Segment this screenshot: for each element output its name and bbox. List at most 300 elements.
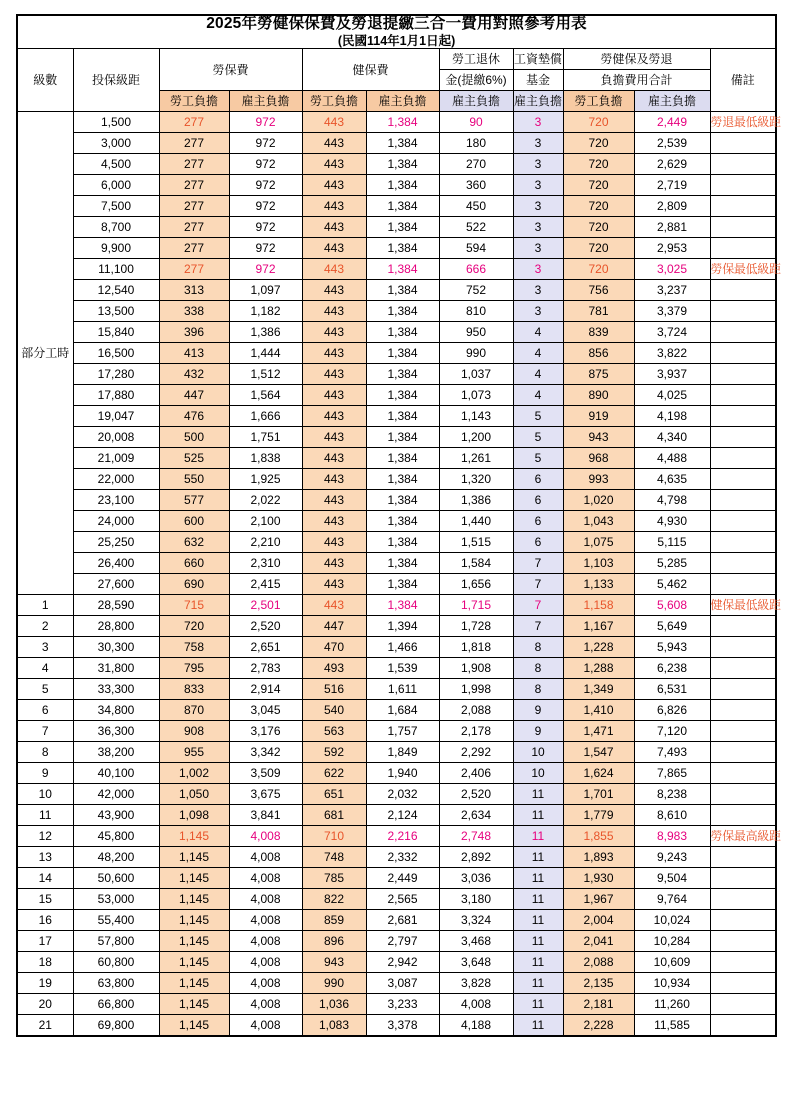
cell-wage-bracket: 45,800 [73, 826, 159, 847]
cell-labor-insurance-employer: 4,008 [229, 889, 302, 910]
cell-wage-fund-employer: 11 [513, 910, 563, 931]
cell-pension-employer: 1,320 [439, 469, 513, 490]
cell-labor-insurance-employer: 3,045 [229, 700, 302, 721]
cell-labor-insurance-employee: 550 [159, 469, 229, 490]
cell-health-insurance-employer: 2,797 [366, 931, 439, 952]
cell-wage-bracket: 20,008 [73, 427, 159, 448]
cell-total-employee: 1,471 [563, 721, 634, 742]
table-row [17, 595, 776, 616]
cell-wage-fund-employer: 3 [513, 280, 563, 301]
cell-remark: 勞保最低級距 [710, 259, 776, 280]
row-group-label-part-time: 部分工時 [17, 112, 73, 595]
cell-remark [710, 427, 776, 448]
cell-total-employer: 2,719 [634, 175, 710, 196]
cell-wage-fund-employer: 6 [513, 511, 563, 532]
table-row [17, 259, 776, 280]
cell-remark [710, 406, 776, 427]
cell-wage-fund-employer: 9 [513, 721, 563, 742]
cell-total-employee: 1,043 [563, 511, 634, 532]
cell-health-insurance-employer: 1,849 [366, 742, 439, 763]
cell-health-insurance-employer: 2,032 [366, 784, 439, 805]
cell-pension-employer: 3,828 [439, 973, 513, 994]
cell-pension-employer: 450 [439, 196, 513, 217]
subheader-li-employee: 勞工負擔 [159, 91, 229, 112]
cell-total-employer: 2,881 [634, 217, 710, 238]
cell-total-employer: 10,024 [634, 910, 710, 931]
cell-wage-bracket: 4,500 [73, 154, 159, 175]
cell-health-insurance-employer: 1,684 [366, 700, 439, 721]
table-row [17, 553, 776, 574]
cell-labor-insurance-employee: 313 [159, 280, 229, 301]
cell-health-insurance-employee: 1,083 [302, 1015, 366, 1037]
cell-pension-employer: 2,406 [439, 763, 513, 784]
cell-wage-fund-employer: 6 [513, 490, 563, 511]
table-row [17, 133, 776, 154]
header-pension-line2: 金(提繳6%) [439, 70, 513, 91]
cell-labor-insurance-employer: 972 [229, 217, 302, 238]
header-level: 級數 [17, 49, 73, 112]
cell-wage-bracket: 63,800 [73, 973, 159, 994]
cell-health-insurance-employee: 493 [302, 658, 366, 679]
table-row [17, 994, 776, 1015]
cell-remark [710, 469, 776, 490]
cell-total-employer: 5,115 [634, 532, 710, 553]
cell-wage-fund-employer: 11 [513, 952, 563, 973]
cell-health-insurance-employer: 1,384 [366, 427, 439, 448]
table-row [17, 847, 776, 868]
header-wage-bracket: 投保級距 [73, 49, 159, 112]
cell-pension-employer: 752 [439, 280, 513, 301]
cell-remark [710, 784, 776, 805]
cell-labor-insurance-employee: 908 [159, 721, 229, 742]
cell-total-employee: 968 [563, 448, 634, 469]
subheader-total-employer: 雇主負擔 [634, 91, 710, 112]
cell-labor-insurance-employee: 720 [159, 616, 229, 637]
cell-total-employer: 8,238 [634, 784, 710, 805]
cell-remark [710, 1015, 776, 1037]
cell-total-employee: 720 [563, 112, 634, 133]
cell-health-insurance-employer: 3,087 [366, 973, 439, 994]
table-row [17, 427, 776, 448]
cell-labor-insurance-employee: 500 [159, 427, 229, 448]
cell-wage-fund-employer: 9 [513, 700, 563, 721]
cell-remark [710, 931, 776, 952]
cell-total-employer: 4,198 [634, 406, 710, 427]
cell-remark [710, 322, 776, 343]
cell-pension-employer: 2,178 [439, 721, 513, 742]
subheader-hi-employee: 勞工負擔 [302, 91, 366, 112]
cell-labor-insurance-employer: 972 [229, 175, 302, 196]
cell-labor-insurance-employee: 795 [159, 658, 229, 679]
cell-level: 19 [17, 973, 73, 994]
cell-health-insurance-employer: 1,384 [366, 385, 439, 406]
cell-remark [710, 343, 776, 364]
cell-remark [710, 616, 776, 637]
table-row [17, 511, 776, 532]
cell-wage-bracket: 12,540 [73, 280, 159, 301]
cell-pension-employer: 270 [439, 154, 513, 175]
table-row [17, 868, 776, 889]
cell-remark: 健保最低級距 [710, 595, 776, 616]
subheader-hi-employer: 雇主負擔 [366, 91, 439, 112]
cell-wage-bracket: 28,590 [73, 595, 159, 616]
cell-labor-insurance-employer: 4,008 [229, 1015, 302, 1037]
cell-remark [710, 280, 776, 301]
cell-total-employee: 1,349 [563, 679, 634, 700]
cell-remark [710, 994, 776, 1015]
cell-pension-employer: 1,440 [439, 511, 513, 532]
cell-labor-insurance-employee: 338 [159, 301, 229, 322]
cell-wage-bracket: 33,300 [73, 679, 159, 700]
cell-total-employer: 3,025 [634, 259, 710, 280]
cell-pension-employer: 1,515 [439, 532, 513, 553]
cell-health-insurance-employer: 1,384 [366, 196, 439, 217]
cell-labor-insurance-employee: 277 [159, 238, 229, 259]
cell-level: 11 [17, 805, 73, 826]
cell-wage-fund-employer: 3 [513, 112, 563, 133]
table-row [17, 952, 776, 973]
cell-wage-fund-employer: 4 [513, 385, 563, 406]
cell-health-insurance-employee: 443 [302, 385, 366, 406]
cell-health-insurance-employer: 1,384 [366, 322, 439, 343]
cell-remark [710, 301, 776, 322]
cell-total-employer: 6,531 [634, 679, 710, 700]
cell-labor-insurance-employer: 2,210 [229, 532, 302, 553]
cell-labor-insurance-employer: 2,310 [229, 553, 302, 574]
cell-pension-employer: 3,180 [439, 889, 513, 910]
cell-remark [710, 847, 776, 868]
cell-labor-insurance-employer: 3,509 [229, 763, 302, 784]
cell-total-employee: 2,041 [563, 931, 634, 952]
cell-pension-employer: 2,892 [439, 847, 513, 868]
cell-wage-fund-employer: 7 [513, 616, 563, 637]
cell-health-insurance-employee: 943 [302, 952, 366, 973]
table-row [17, 364, 776, 385]
cell-labor-insurance-employee: 277 [159, 259, 229, 280]
cell-health-insurance-employer: 1,611 [366, 679, 439, 700]
table-row [17, 490, 776, 511]
cell-wage-bracket: 8,700 [73, 217, 159, 238]
cell-wage-bracket: 22,000 [73, 469, 159, 490]
table-row [17, 238, 776, 259]
cell-total-employer: 11,585 [634, 1015, 710, 1037]
cell-labor-insurance-employer: 4,008 [229, 847, 302, 868]
cell-wage-fund-employer: 8 [513, 679, 563, 700]
cell-total-employee: 1,288 [563, 658, 634, 679]
cell-wage-fund-employer: 3 [513, 259, 563, 280]
cell-total-employer: 3,379 [634, 301, 710, 322]
cell-labor-insurance-employer: 2,783 [229, 658, 302, 679]
cell-total-employee: 839 [563, 322, 634, 343]
cell-wage-fund-employer: 3 [513, 175, 563, 196]
cell-health-insurance-employer: 1,384 [366, 469, 439, 490]
subheader-fund-employer: 雇主負擔 [513, 91, 563, 112]
table-row [17, 889, 776, 910]
cell-level: 9 [17, 763, 73, 784]
cell-labor-insurance-employer: 3,841 [229, 805, 302, 826]
header-fund-line1: 工資墊償 [513, 49, 563, 70]
cell-health-insurance-employee: 443 [302, 322, 366, 343]
cell-pension-employer: 1,656 [439, 574, 513, 595]
cell-labor-insurance-employee: 1,145 [159, 931, 229, 952]
cell-wage-bracket: 31,800 [73, 658, 159, 679]
cell-wage-bracket: 53,000 [73, 889, 159, 910]
cell-total-employee: 2,004 [563, 910, 634, 931]
cell-labor-insurance-employee: 632 [159, 532, 229, 553]
cell-pension-employer: 180 [439, 133, 513, 154]
cell-labor-insurance-employee: 525 [159, 448, 229, 469]
table-header [17, 15, 776, 112]
cell-labor-insurance-employee: 1,145 [159, 910, 229, 931]
table-row [17, 616, 776, 637]
cell-health-insurance-employer: 1,384 [366, 133, 439, 154]
cell-labor-insurance-employer: 4,008 [229, 910, 302, 931]
cell-health-insurance-employer: 1,384 [366, 364, 439, 385]
cell-pension-employer: 990 [439, 343, 513, 364]
cell-total-employer: 10,934 [634, 973, 710, 994]
cell-remark [710, 238, 776, 259]
cell-health-insurance-employee: 443 [302, 364, 366, 385]
cell-labor-insurance-employer: 972 [229, 259, 302, 280]
cell-level: 18 [17, 952, 73, 973]
header-pension-line1: 勞工退休 [439, 49, 513, 70]
cell-total-employee: 1,158 [563, 595, 634, 616]
cell-pension-employer: 1,261 [439, 448, 513, 469]
cell-labor-insurance-employer: 2,022 [229, 490, 302, 511]
cell-labor-insurance-employee: 1,145 [159, 952, 229, 973]
header-total-line2: 負擔費用合計 [563, 70, 710, 91]
cell-health-insurance-employee: 516 [302, 679, 366, 700]
cell-total-employee: 720 [563, 217, 634, 238]
cell-health-insurance-employee: 470 [302, 637, 366, 658]
cell-health-insurance-employee: 443 [302, 112, 366, 133]
cell-pension-employer: 2,634 [439, 805, 513, 826]
cell-health-insurance-employee: 443 [302, 238, 366, 259]
cell-wage-bracket: 17,880 [73, 385, 159, 406]
table-row [17, 973, 776, 994]
cell-labor-insurance-employee: 277 [159, 217, 229, 238]
cell-total-employee: 1,624 [563, 763, 634, 784]
cell-total-employee: 1,930 [563, 868, 634, 889]
cell-remark [710, 553, 776, 574]
table-row [17, 721, 776, 742]
cell-wage-bracket: 6,000 [73, 175, 159, 196]
cell-total-employee: 919 [563, 406, 634, 427]
cell-labor-insurance-employer: 1,386 [229, 322, 302, 343]
cell-level: 17 [17, 931, 73, 952]
subheader-total-employee: 勞工負擔 [563, 91, 634, 112]
cell-pension-employer: 1,584 [439, 553, 513, 574]
cell-remark [710, 973, 776, 994]
cell-labor-insurance-employer: 4,008 [229, 931, 302, 952]
cell-wage-bracket: 38,200 [73, 742, 159, 763]
cell-wage-bracket: 27,600 [73, 574, 159, 595]
title-line-1: 2025年勞健保保費及勞退提繳三合一費用對照參考用表 [206, 15, 587, 32]
cell-health-insurance-employee: 540 [302, 700, 366, 721]
cell-labor-insurance-employee: 870 [159, 700, 229, 721]
cell-total-employer: 5,285 [634, 553, 710, 574]
cell-health-insurance-employer: 2,332 [366, 847, 439, 868]
cell-remark [710, 175, 776, 196]
cell-level: 5 [17, 679, 73, 700]
cell-total-employer: 10,609 [634, 952, 710, 973]
cell-health-insurance-employer: 1,394 [366, 616, 439, 637]
cell-labor-insurance-employer: 4,008 [229, 826, 302, 847]
cell-total-employer: 9,764 [634, 889, 710, 910]
cell-labor-insurance-employee: 1,145 [159, 889, 229, 910]
cell-labor-insurance-employer: 972 [229, 133, 302, 154]
cell-wage-fund-employer: 3 [513, 301, 563, 322]
cell-pension-employer: 1,728 [439, 616, 513, 637]
cell-labor-insurance-employer: 2,501 [229, 595, 302, 616]
cell-total-employer: 3,724 [634, 322, 710, 343]
cell-labor-insurance-employer: 1,564 [229, 385, 302, 406]
cell-total-employee: 1,133 [563, 574, 634, 595]
cell-remark [710, 889, 776, 910]
cell-labor-insurance-employer: 4,008 [229, 973, 302, 994]
cell-wage-fund-employer: 11 [513, 1015, 563, 1037]
cell-level: 4 [17, 658, 73, 679]
cell-labor-insurance-employee: 690 [159, 574, 229, 595]
cell-remark [710, 196, 776, 217]
cell-total-employer: 5,943 [634, 637, 710, 658]
cell-health-insurance-employee: 681 [302, 805, 366, 826]
cell-total-employer: 4,798 [634, 490, 710, 511]
cell-labor-insurance-employer: 4,008 [229, 868, 302, 889]
cell-total-employee: 993 [563, 469, 634, 490]
cell-wage-fund-employer: 10 [513, 763, 563, 784]
cell-wage-bracket: 66,800 [73, 994, 159, 1015]
cell-total-employer: 5,608 [634, 595, 710, 616]
cell-total-employer: 3,937 [634, 364, 710, 385]
cell-health-insurance-employer: 2,216 [366, 826, 439, 847]
cell-wage-bracket: 36,300 [73, 721, 159, 742]
cell-health-insurance-employee: 443 [302, 406, 366, 427]
cell-total-employee: 1,893 [563, 847, 634, 868]
cell-wage-bracket: 57,800 [73, 931, 159, 952]
cell-wage-fund-employer: 6 [513, 532, 563, 553]
cell-remark [710, 637, 776, 658]
cell-pension-employer: 1,386 [439, 490, 513, 511]
cell-level: 10 [17, 784, 73, 805]
cell-total-employer: 4,025 [634, 385, 710, 406]
cell-total-employee: 2,181 [563, 994, 634, 1015]
cell-wage-bracket: 42,000 [73, 784, 159, 805]
cell-wage-fund-employer: 3 [513, 196, 563, 217]
cell-health-insurance-employer: 1,384 [366, 448, 439, 469]
cell-total-employer: 7,493 [634, 742, 710, 763]
cell-health-insurance-employee: 443 [302, 154, 366, 175]
table-row [17, 763, 776, 784]
cell-total-employer: 2,953 [634, 238, 710, 259]
cell-pension-employer: 3,324 [439, 910, 513, 931]
cell-pension-employer: 4,188 [439, 1015, 513, 1037]
subheader-li-employer: 雇主負擔 [229, 91, 302, 112]
cell-level: 1 [17, 595, 73, 616]
cell-total-employee: 720 [563, 259, 634, 280]
table-row [17, 574, 776, 595]
cell-wage-fund-employer: 11 [513, 847, 563, 868]
cell-remark [710, 574, 776, 595]
cell-total-employee: 1,410 [563, 700, 634, 721]
cell-wage-bracket: 55,400 [73, 910, 159, 931]
table-row [17, 1015, 776, 1037]
cell-pension-employer: 594 [439, 238, 513, 259]
cell-remark [710, 952, 776, 973]
table-row [17, 742, 776, 763]
table-row [17, 154, 776, 175]
cell-labor-insurance-employee: 1,145 [159, 847, 229, 868]
cell-wage-fund-employer: 11 [513, 826, 563, 847]
cell-health-insurance-employer: 3,233 [366, 994, 439, 1015]
cell-total-employee: 890 [563, 385, 634, 406]
cell-pension-employer: 666 [439, 259, 513, 280]
cell-health-insurance-employer: 1,539 [366, 658, 439, 679]
cell-total-employer: 4,930 [634, 511, 710, 532]
table-row [17, 217, 776, 238]
cell-labor-insurance-employer: 1,666 [229, 406, 302, 427]
cell-pension-employer: 1,998 [439, 679, 513, 700]
cell-total-employee: 756 [563, 280, 634, 301]
cell-labor-insurance-employee: 277 [159, 175, 229, 196]
cell-pension-employer: 2,088 [439, 700, 513, 721]
table-row [17, 910, 776, 931]
cell-total-employee: 2,088 [563, 952, 634, 973]
cell-total-employer: 7,120 [634, 721, 710, 742]
cell-wage-bracket: 34,800 [73, 700, 159, 721]
cell-health-insurance-employee: 443 [302, 490, 366, 511]
cell-labor-insurance-employer: 2,415 [229, 574, 302, 595]
cell-labor-insurance-employee: 277 [159, 196, 229, 217]
cell-total-employer: 2,629 [634, 154, 710, 175]
cell-health-insurance-employer: 2,681 [366, 910, 439, 931]
cell-health-insurance-employee: 443 [302, 175, 366, 196]
cell-total-employer: 8,983 [634, 826, 710, 847]
cell-health-insurance-employee: 443 [302, 343, 366, 364]
cell-health-insurance-employee: 443 [302, 217, 366, 238]
cell-labor-insurance-employee: 277 [159, 133, 229, 154]
cell-wage-fund-employer: 7 [513, 595, 563, 616]
cell-pension-employer: 2,520 [439, 784, 513, 805]
cell-health-insurance-employer: 1,384 [366, 532, 439, 553]
cell-labor-insurance-employer: 4,008 [229, 994, 302, 1015]
cell-wage-bracket: 13,500 [73, 301, 159, 322]
cell-labor-insurance-employee: 1,098 [159, 805, 229, 826]
cell-labor-insurance-employee: 1,050 [159, 784, 229, 805]
cell-total-employer: 5,462 [634, 574, 710, 595]
cell-wage-fund-employer: 10 [513, 742, 563, 763]
cell-wage-bracket: 60,800 [73, 952, 159, 973]
cell-wage-fund-employer: 11 [513, 868, 563, 889]
cell-wage-fund-employer: 8 [513, 658, 563, 679]
cell-total-employee: 1,855 [563, 826, 634, 847]
cell-labor-insurance-employee: 1,145 [159, 826, 229, 847]
cell-health-insurance-employer: 2,449 [366, 868, 439, 889]
cell-level: 2 [17, 616, 73, 637]
cell-level: 14 [17, 868, 73, 889]
cell-level: 21 [17, 1015, 73, 1037]
cell-wage-fund-employer: 5 [513, 406, 563, 427]
cell-wage-bracket: 1,500 [73, 112, 159, 133]
cell-wage-bracket: 40,100 [73, 763, 159, 784]
cell-health-insurance-employer: 1,384 [366, 154, 439, 175]
cell-labor-insurance-employee: 955 [159, 742, 229, 763]
cell-wage-fund-employer: 3 [513, 238, 563, 259]
cell-wage-fund-employer: 5 [513, 448, 563, 469]
table-row [17, 301, 776, 322]
cell-total-employee: 1,779 [563, 805, 634, 826]
cell-total-employee: 1,020 [563, 490, 634, 511]
